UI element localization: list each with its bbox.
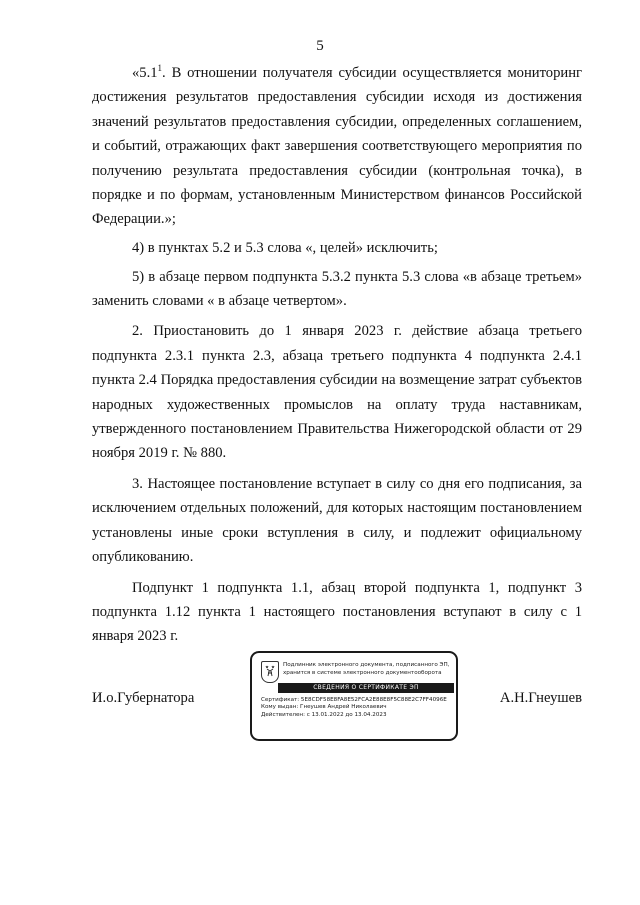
- stamp-details: [261, 697, 455, 719]
- stamp-validity: Действителен: с 13.01.2022 до 13.04.2023: [261, 711, 387, 718]
- electronic-signature-stamp: [250, 651, 458, 741]
- stamp-note: [283, 661, 453, 677]
- coat-of-arms-deer-icon: [261, 661, 279, 683]
- paragraph-5-1-superscript: 1: [157, 63, 163, 73]
- paragraph-item-5: 5) в абзаце первом подпункта 5.3.2 пункта 5.3 слова «в абзаце третьем» заменить словами « в абзаце четвертом».: [92, 268, 582, 310]
- document-body: [92, 61, 582, 653]
- paragraph-item-4: 4) в пунктах 5.2 и 5.3 слова «, целей» исключить;: [132, 240, 438, 257]
- stamp-certificate-title: СВЕДЕНИЯ О СЕРТИФИКАТЕ ЭП: [278, 683, 454, 693]
- paragraph-5-1-text: . В отношении получателя субсидии осуществляется мониторинг достижения результатов предоставления субсидии исходя из достижения значений результатов предоставления субсидии, определенных соглашением, и событий, отражающих факт завершения соответствующего мероприятия по получению результата предоставления субсидии (контрольная точка), в порядке и по формам, установленным Министерством финансов Российской Федерации.»;: [92, 65, 582, 228]
- paragraph-clause-2: 2. Приостановить до 1 января 2023 г. действие абзаца третьего подпункта 2.3.1 пункта 2.3, абзаца третьего подпункта 4 подпункта 2.4.1 пункта 2.4 Порядка предоставления субсидии на возмещение затрат субъектов народных художественных промыслов на оплату труда наставникам, утвержденного постановлением Правительства Нижегородской области от 29 ноября 2019 г. № 880.: [92, 323, 582, 462]
- paragraph-5-1: [92, 61, 582, 232]
- paragraph-effective-date: Подпункт 1 подпункта 1.1, абзац второй подпункта 1, подпункт 3 подпункта 1.12 пункта 1 настоящего постановления вступают в силу с 1 января 2023 г.: [92, 579, 582, 645]
- stamp-note-line-2: хранится в системе электронного документооборота: [283, 670, 442, 676]
- stamp-certificate-serial: Сертификат: 5E8CDF58E8FA8E52FCA2E88E8F5C88E2C7FF4096E: [261, 697, 447, 703]
- stamp-note-line-1: Подлинник электронного документа, подписанного ЭП,: [283, 662, 450, 668]
- page-number: 5: [316, 38, 324, 54]
- signatory-name: А.Н.Гнеушев: [499, 690, 582, 706]
- stamp-issued-to: Кому выдан: Гнеушев Андрей Николаевич: [261, 704, 387, 711]
- signatory-position: И.о.Губернатора: [92, 690, 195, 706]
- paragraph-clause-3: 3. Настоящее постановление вступает в силу со дня его подписания, за исключением отдельных положений, для которых настоящим постановлением установлены иные сроки вступления в силу, и подлежит официальному опубликованию.: [92, 475, 582, 566]
- paragraph-5-1-number: «5.1: [132, 65, 158, 81]
